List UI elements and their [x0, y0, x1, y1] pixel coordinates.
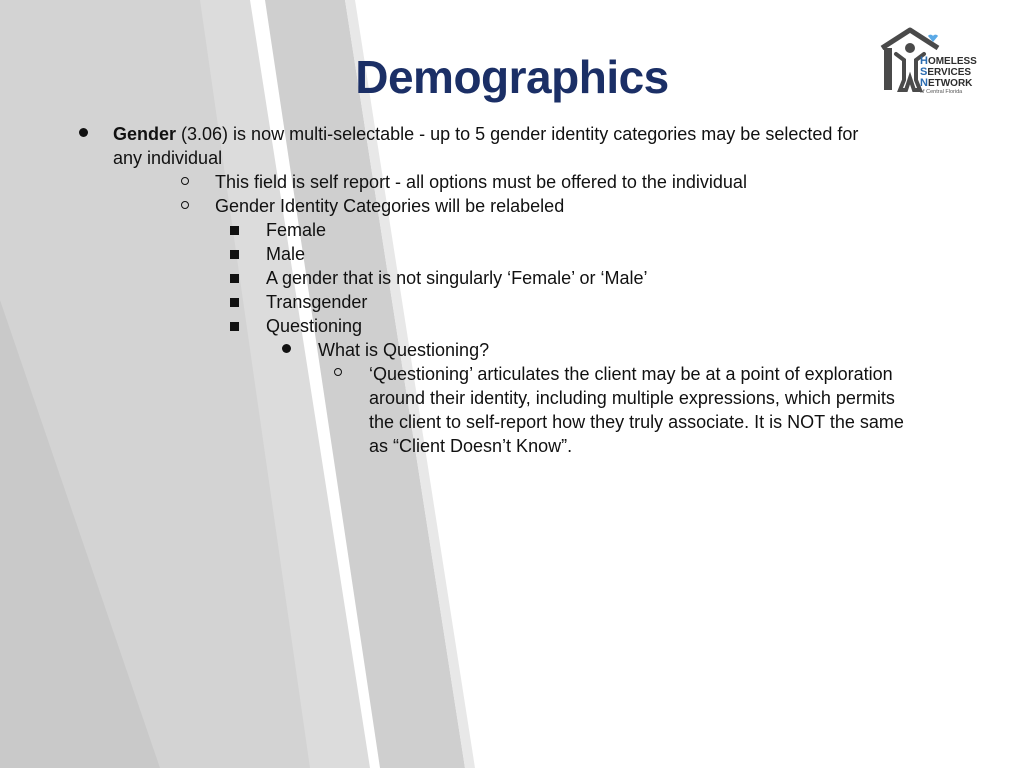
- category-transgender: Transgender: [266, 292, 368, 312]
- bullet-circle-icon: [181, 177, 189, 185]
- bullet-square-icon: [230, 226, 239, 235]
- category-male: Male: [266, 244, 306, 264]
- relabeled-item: Gender Identity Categories will be relabeled: [215, 196, 565, 216]
- slide-title: Demographics: [355, 51, 669, 103]
- questioning-definition-line2: around their identity, including multiple expressions, which permits: [369, 388, 895, 408]
- bullet-circle-icon: [181, 201, 189, 209]
- bullet-square-icon: [230, 322, 239, 331]
- bullet-circle-icon: [334, 368, 342, 376]
- questioning-heading: What is Questioning?: [318, 340, 490, 360]
- questioning-definition-line3: the client to self-report how they truly associate. It is NOT the same: [369, 412, 904, 432]
- questioning-definition-line4: as “Client Doesn’t Know”.: [369, 436, 573, 456]
- gender-bullet-line2: any individual: [113, 148, 223, 168]
- bullet-disc-icon: [282, 344, 291, 353]
- bullet-square-icon: [230, 298, 239, 307]
- bullet-square-icon: [230, 250, 239, 259]
- bullet-disc-icon: [79, 128, 88, 137]
- bullet-square-icon: [230, 274, 239, 283]
- logo-wordmark: HOMELESS SERVICES NETWORK of Central Florida: [920, 55, 977, 95]
- category-questioning: Questioning: [266, 316, 363, 336]
- questioning-definition-line1: ‘Questioning’ articulates the client may be at a point of exploration: [369, 364, 893, 384]
- category-not-singular: A gender that is not singularly ‘Female’ or ‘Male’: [266, 268, 648, 288]
- gender-label: Gender: [113, 124, 177, 144]
- category-female: Female: [266, 220, 327, 240]
- self-report-item: This field is self report - all options must be offered to the individual: [215, 172, 747, 192]
- gender-bullet-line1: Gender (3.06) is now multi-selectable - up to 5 gender identity categories may be selected for: [113, 124, 859, 144]
